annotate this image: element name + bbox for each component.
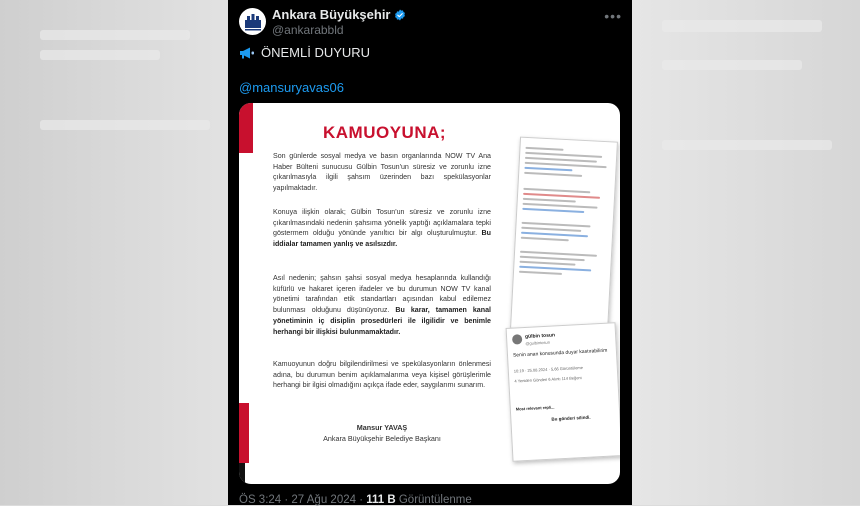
embedded-tweet-screenshot: [506, 322, 620, 462]
right-background: [632, 0, 860, 505]
embedded-deleted-label: Bu gönderi silindi.: [551, 414, 591, 422]
account-name-row[interactable]: [272, 7, 406, 22]
account-handle[interactable]: @ankarabbld: [272, 23, 344, 37]
dark-strip-decoration: [239, 463, 245, 484]
megaphone-icon: [239, 47, 255, 59]
blurred-text: [40, 30, 190, 40]
red-strip-decoration: [239, 403, 249, 463]
account-avatar[interactable]: [239, 8, 266, 35]
document-paragraph-3: [273, 273, 491, 337]
views-label: Görüntülenme: [398, 494, 472, 506]
embedded-name: gülbin tosun: [524, 332, 556, 340]
document-title: KAMUOYUNA;: [323, 123, 447, 142]
document-emphasis-1: Bu iddialar tamamen yanlış ve asılsızdır.: [273, 229, 491, 249]
mention-link[interactable]: @mansuryavas06: [239, 80, 344, 95]
embedded-text: Senin anan konusunda duyar kastırabilirim: [512, 347, 608, 359]
post-timestamp[interactable]: ÖS 3:24 · 27 Ağu 2024 ·: [239, 494, 364, 506]
left-background: [0, 0, 228, 505]
embedded-stats: 4 Yeniden Gönderi 6 Alıntı 114 Beğeni: [514, 375, 582, 384]
document-paragraph-3-text: Asıl nedenin; şahsın şahsi sosyal medya hesaplarında kullandığı küfürlü ve hakaret içeren ifadeler ve bu durumun NOW TV kanal yönetimi tarafından etik standartları açısından kabul edilemez bulunması olduğunu düşünüyoruz.: [273, 274, 491, 315]
blurred-text: [40, 120, 210, 130]
views-count: 111 B: [366, 494, 396, 506]
embedded-meta: 10:19 · 25.08.2024 · 5,66 Görüntüleme: [513, 364, 584, 374]
more-options-icon[interactable]: •••: [604, 8, 622, 24]
document-paragraph-2: [273, 207, 491, 250]
attached-image[interactable]: [239, 103, 620, 484]
document-paragraph-1: Son günlerde sosyal medya ve basın organlarında NOW TV Ana Haber Bülteni sunucusu Gülbin Tosun'un süresiz ve zorunlu izne çıkarılmasıyla ilgili şahsım üzerinden bazı spekülasyonlar yapılmaktadır.: [273, 152, 491, 193]
embedded-replies-screenshot: [510, 137, 618, 334]
embedded-avatar: [512, 334, 523, 345]
blurred-text: [662, 20, 822, 32]
document-emphasis-2: Bu karar, tamamen kanal yönetiminin iç disiplin prosedürleri ile ilgilidir ve benimle herhangi bir ilişkisi bulunmamaktadır.: [273, 306, 491, 336]
embedded-handle: @gulbintosun: [525, 339, 551, 346]
document-paragraph-2-text: Konuya ilişkin olarak; Gülbin Tosun'un süresiz ve zorunlu izne çıkarılmasındaki nedenin şahsıma yönelik yaptığı açıklamalara tepki göstermem olduğu yönünde yanıltıcı bir algı oluşturulmuştur.: [273, 208, 491, 238]
account-name[interactable]: Ankara Büyükşehir: [272, 7, 391, 22]
blurred-text: [40, 50, 160, 60]
ankara-logo-icon: [242, 11, 264, 33]
tweet-card: [228, 0, 632, 505]
post-headline-row: [239, 45, 370, 60]
blurred-text: [662, 140, 832, 150]
verified-badge-icon: [394, 9, 406, 21]
blurred-text: [662, 60, 802, 70]
red-corner-decoration: [239, 103, 253, 153]
post-footer: [239, 494, 472, 506]
signature-title: Ankara Büyükşehir Belediye Başkanı: [323, 434, 441, 443]
embedded-relevant-label: Most relevant repli...: [515, 404, 555, 412]
signature-block: [307, 422, 457, 444]
document-paragraph-4: Kamuoyunun doğru bilgilendirilmesi ve spekülasyonların önlenmesi adına, bu durumun benim açıklamalarıma veya kişisel görüşlerimle herhangi bir ilgisi olmadığını açıkça ifade eder, saygılarımı sunarım.: [273, 360, 491, 390]
signature-name: Mansur YAVAŞ: [356, 423, 408, 432]
post-headline: ÖNEMLİ DUYURU: [261, 45, 371, 60]
